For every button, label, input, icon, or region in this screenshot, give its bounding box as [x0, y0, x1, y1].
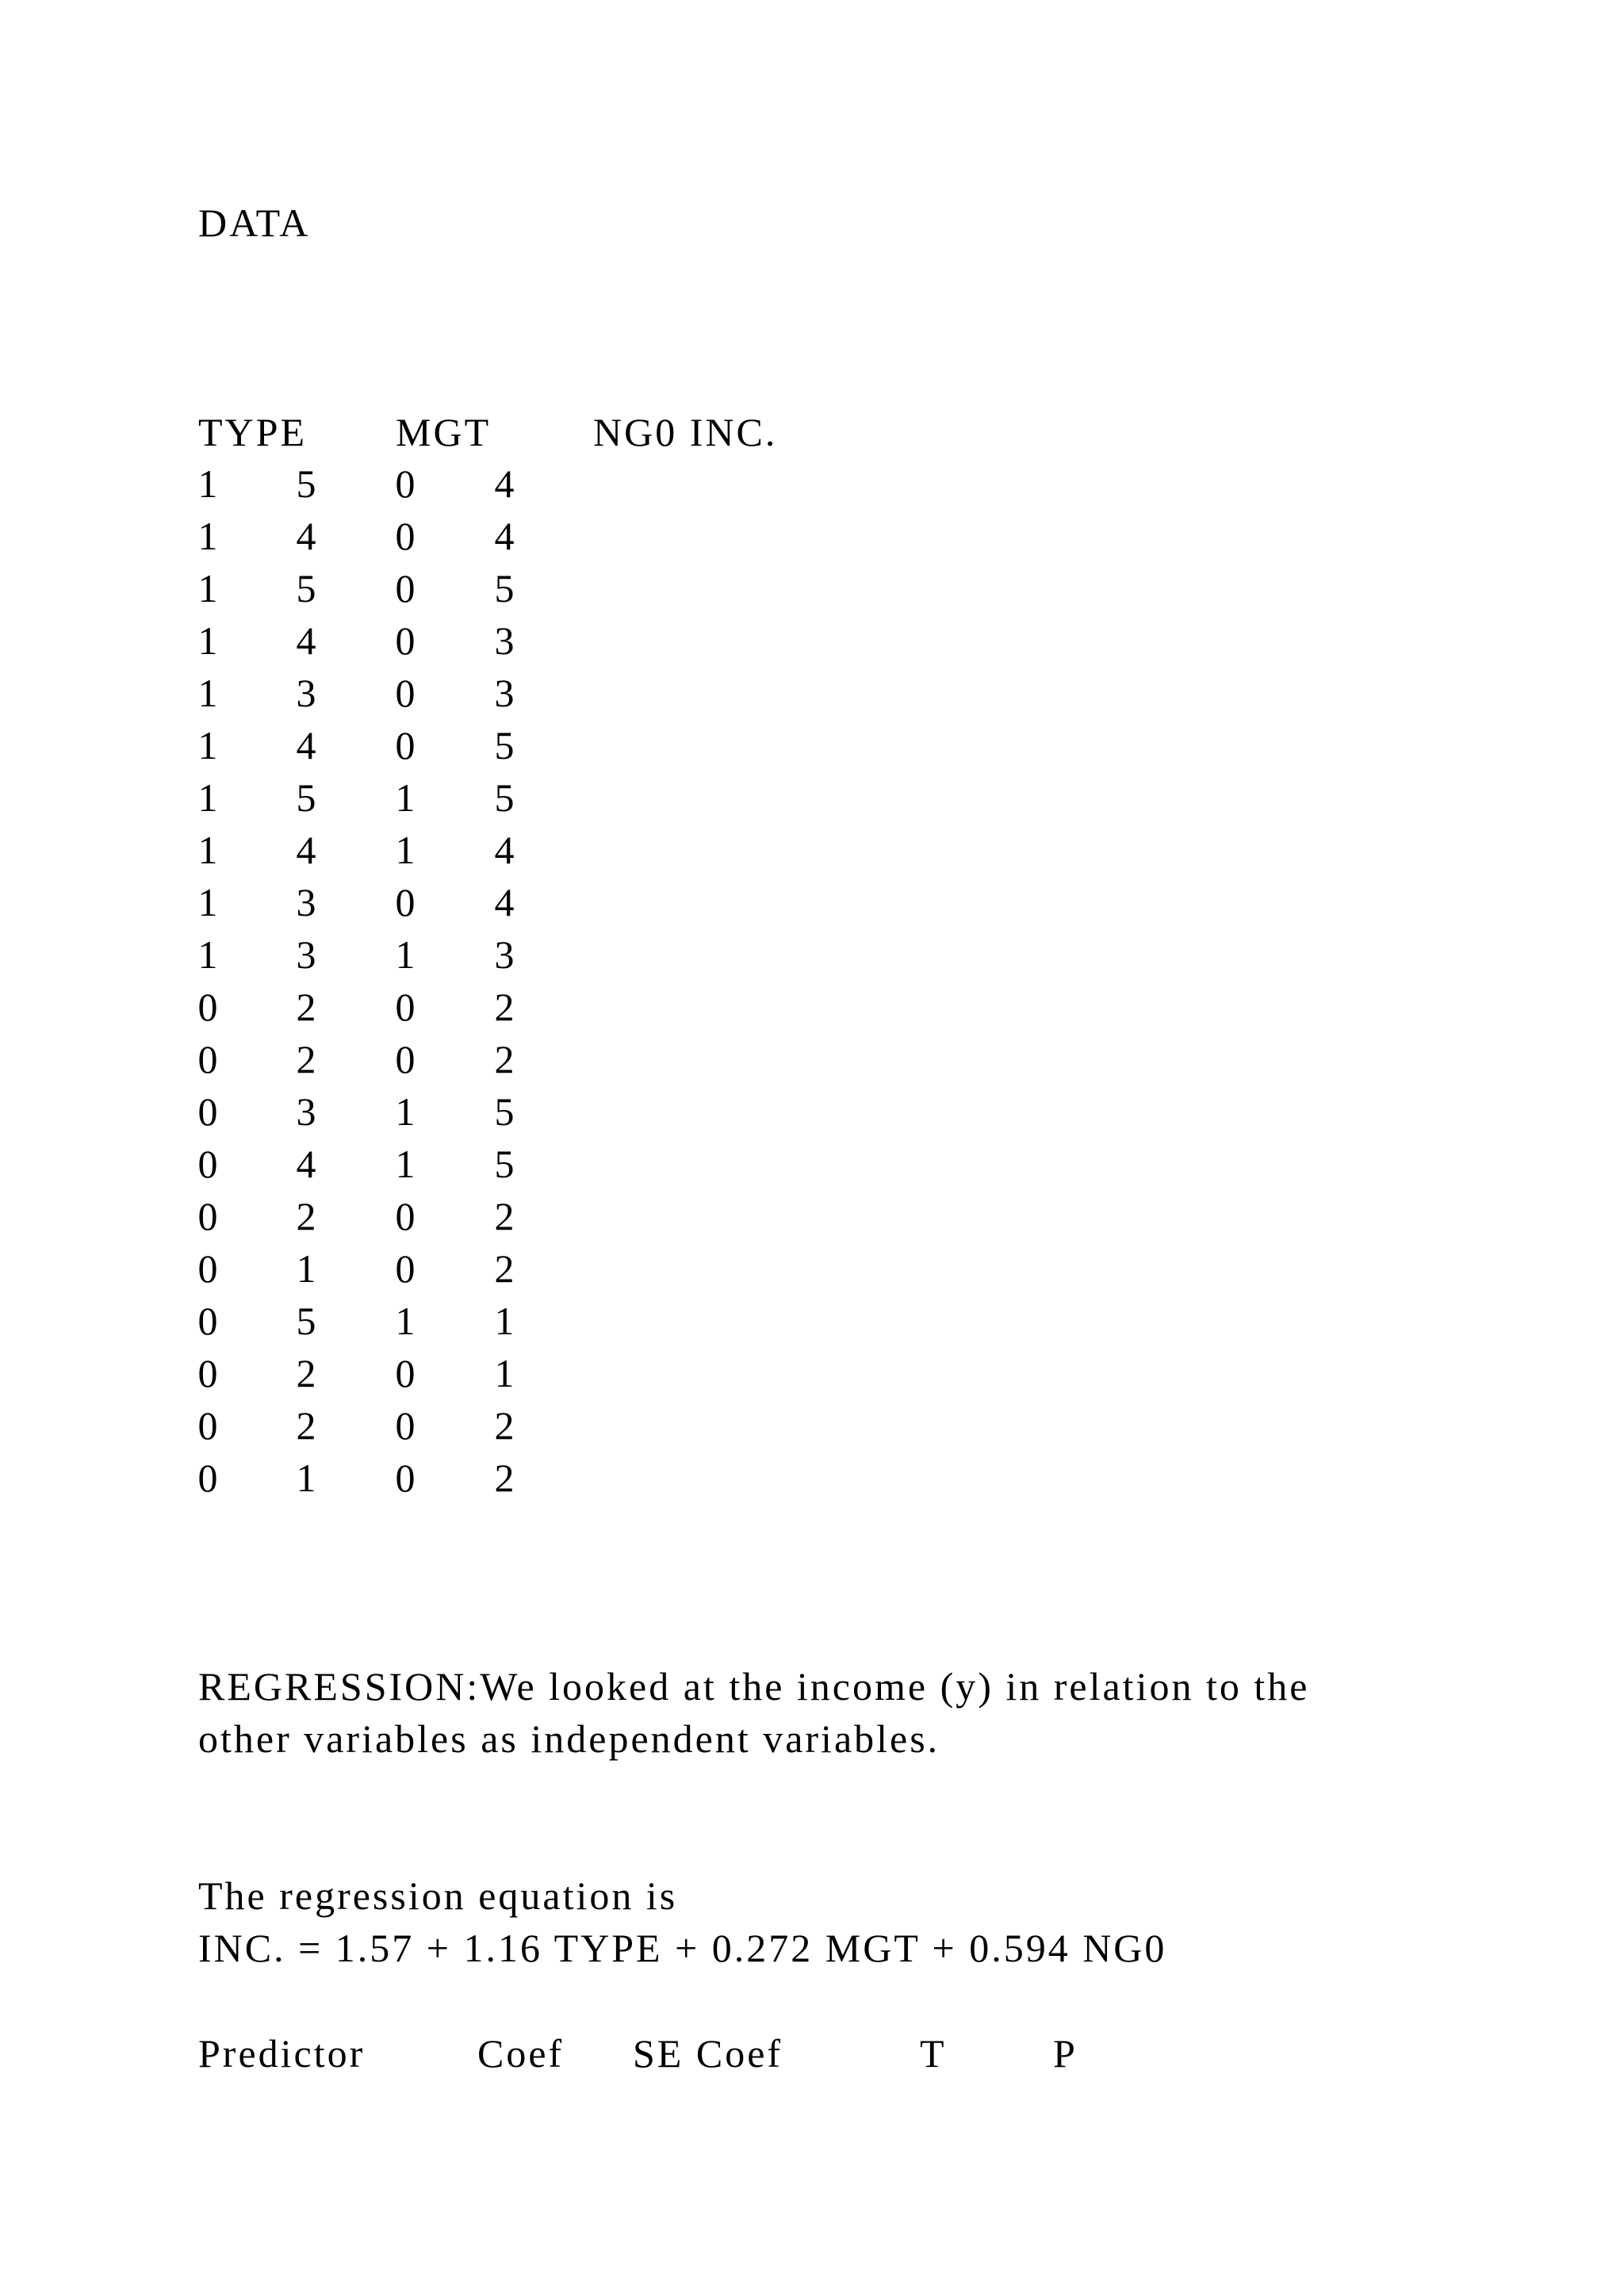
table-cell: 0: [197, 1456, 218, 1500]
table-cell: 2: [494, 1403, 515, 1448]
section-heading-data: DATA: [198, 201, 311, 245]
column-header-ng0-inc: NG0 INC.: [593, 410, 778, 454]
table-cell: 3: [494, 671, 515, 715]
table-cell: 0: [395, 1351, 416, 1395]
table-cell: 1: [197, 514, 218, 558]
table-cell: 0: [197, 985, 218, 1029]
table-cell: 0: [197, 1037, 218, 1081]
table-cell: 3: [494, 932, 515, 977]
table-cell: 1: [395, 1089, 416, 1134]
table-cell: 2: [296, 985, 316, 1029]
table-cell: 1: [197, 828, 218, 872]
table-cell: 4: [494, 461, 515, 506]
regression-equation-label: The regression equation is: [198, 1873, 678, 1918]
table-cell: 2: [296, 1037, 316, 1081]
table-cell: 0: [395, 671, 416, 715]
table-cell: 2: [296, 1194, 316, 1238]
table-cell: 4: [296, 514, 316, 558]
table-cell: 1: [395, 1142, 416, 1186]
table-cell: 1: [395, 775, 416, 820]
table-cell: 4: [296, 1142, 316, 1186]
table-cell: 0: [395, 1037, 416, 1081]
table-cell: 2: [494, 1194, 515, 1238]
table-cell: 5: [494, 775, 515, 820]
table-cell: 2: [494, 1456, 515, 1500]
regression-intro-line-2: other variables as independent variables.: [198, 1716, 940, 1761]
table-cell: 1: [197, 618, 218, 663]
table-cell: 0: [395, 985, 416, 1029]
table-header-predictor: Predictor: [198, 2031, 366, 2076]
table-cell: 4: [296, 618, 316, 663]
table-cell: 2: [296, 1351, 316, 1395]
table-cell: 1: [395, 1299, 416, 1343]
table-cell: 0: [395, 1403, 416, 1448]
column-header-mgt: MGT: [396, 410, 492, 454]
regression-equation: INC. = 1.57 + 1.16 TYPE + 0.272 MGT + 0.594 NG0: [198, 1926, 1167, 1970]
table-cell: 5: [494, 723, 515, 767]
regression-intro-line-1: REGRESSION:We looked at the income (y) in relation to the: [198, 1664, 1310, 1709]
table-cell: 0: [197, 1299, 218, 1343]
table-header-coef: Coef: [477, 2031, 565, 2076]
table-cell: 0: [197, 1403, 218, 1448]
table-cell: 0: [395, 461, 416, 506]
table-cell: 0: [395, 566, 416, 610]
table-cell: 1: [395, 932, 416, 977]
table-cell: 1: [494, 1299, 515, 1343]
table-cell: 1: [197, 723, 218, 767]
table-cell: 0: [197, 1194, 218, 1238]
table-cell: 4: [494, 828, 515, 872]
table-cell: 2: [296, 1403, 316, 1448]
table-cell: 0: [197, 1089, 218, 1134]
table-cell: 0: [197, 1351, 218, 1395]
table-cell: 3: [296, 932, 316, 977]
table-cell: 0: [395, 1456, 416, 1500]
table-cell: 5: [296, 461, 316, 506]
table-cell: 5: [296, 775, 316, 820]
table-cell: 0: [395, 880, 416, 924]
table-cell: 1: [197, 775, 218, 820]
table-cell: 0: [395, 1194, 416, 1238]
table-header-se-coef: SE Coef: [633, 2031, 783, 2076]
table-cell: 4: [494, 880, 515, 924]
table-cell: 5: [296, 1299, 316, 1343]
table-cell: 1: [296, 1456, 316, 1500]
table-cell: 4: [296, 723, 316, 767]
table-cell: 1: [197, 671, 218, 715]
table-cell: 0: [395, 723, 416, 767]
table-cell: 3: [296, 880, 316, 924]
table-cell: 0: [395, 618, 416, 663]
table-cell: 1: [197, 461, 218, 506]
table-cell: 5: [494, 1142, 515, 1186]
table-cell: 4: [494, 514, 515, 558]
table-cell: 3: [296, 671, 316, 715]
table-cell: 0: [395, 1246, 416, 1291]
table-cell: 5: [494, 1089, 515, 1134]
table-cell: 2: [494, 1246, 515, 1291]
table-cell: 5: [494, 566, 515, 610]
table-cell: 3: [296, 1089, 316, 1134]
table-cell: 0: [197, 1246, 218, 1291]
table-cell: 5: [296, 566, 316, 610]
table-header-t: T: [920, 2031, 947, 2076]
table-cell: 1: [494, 1351, 515, 1395]
table-cell: 2: [494, 985, 515, 1029]
table-header-p: P: [1053, 2031, 1078, 2076]
table-cell: 1: [197, 880, 218, 924]
column-header-type: TYPE: [198, 410, 307, 454]
table-cell: 0: [395, 514, 416, 558]
table-cell: 3: [494, 618, 515, 663]
table-cell: 1: [296, 1246, 316, 1291]
table-cell: 4: [296, 828, 316, 872]
table-cell: 0: [197, 1142, 218, 1186]
table-cell: 2: [494, 1037, 515, 1081]
table-cell: 1: [395, 828, 416, 872]
table-cell: 1: [197, 932, 218, 977]
table-cell: 1: [197, 566, 218, 610]
